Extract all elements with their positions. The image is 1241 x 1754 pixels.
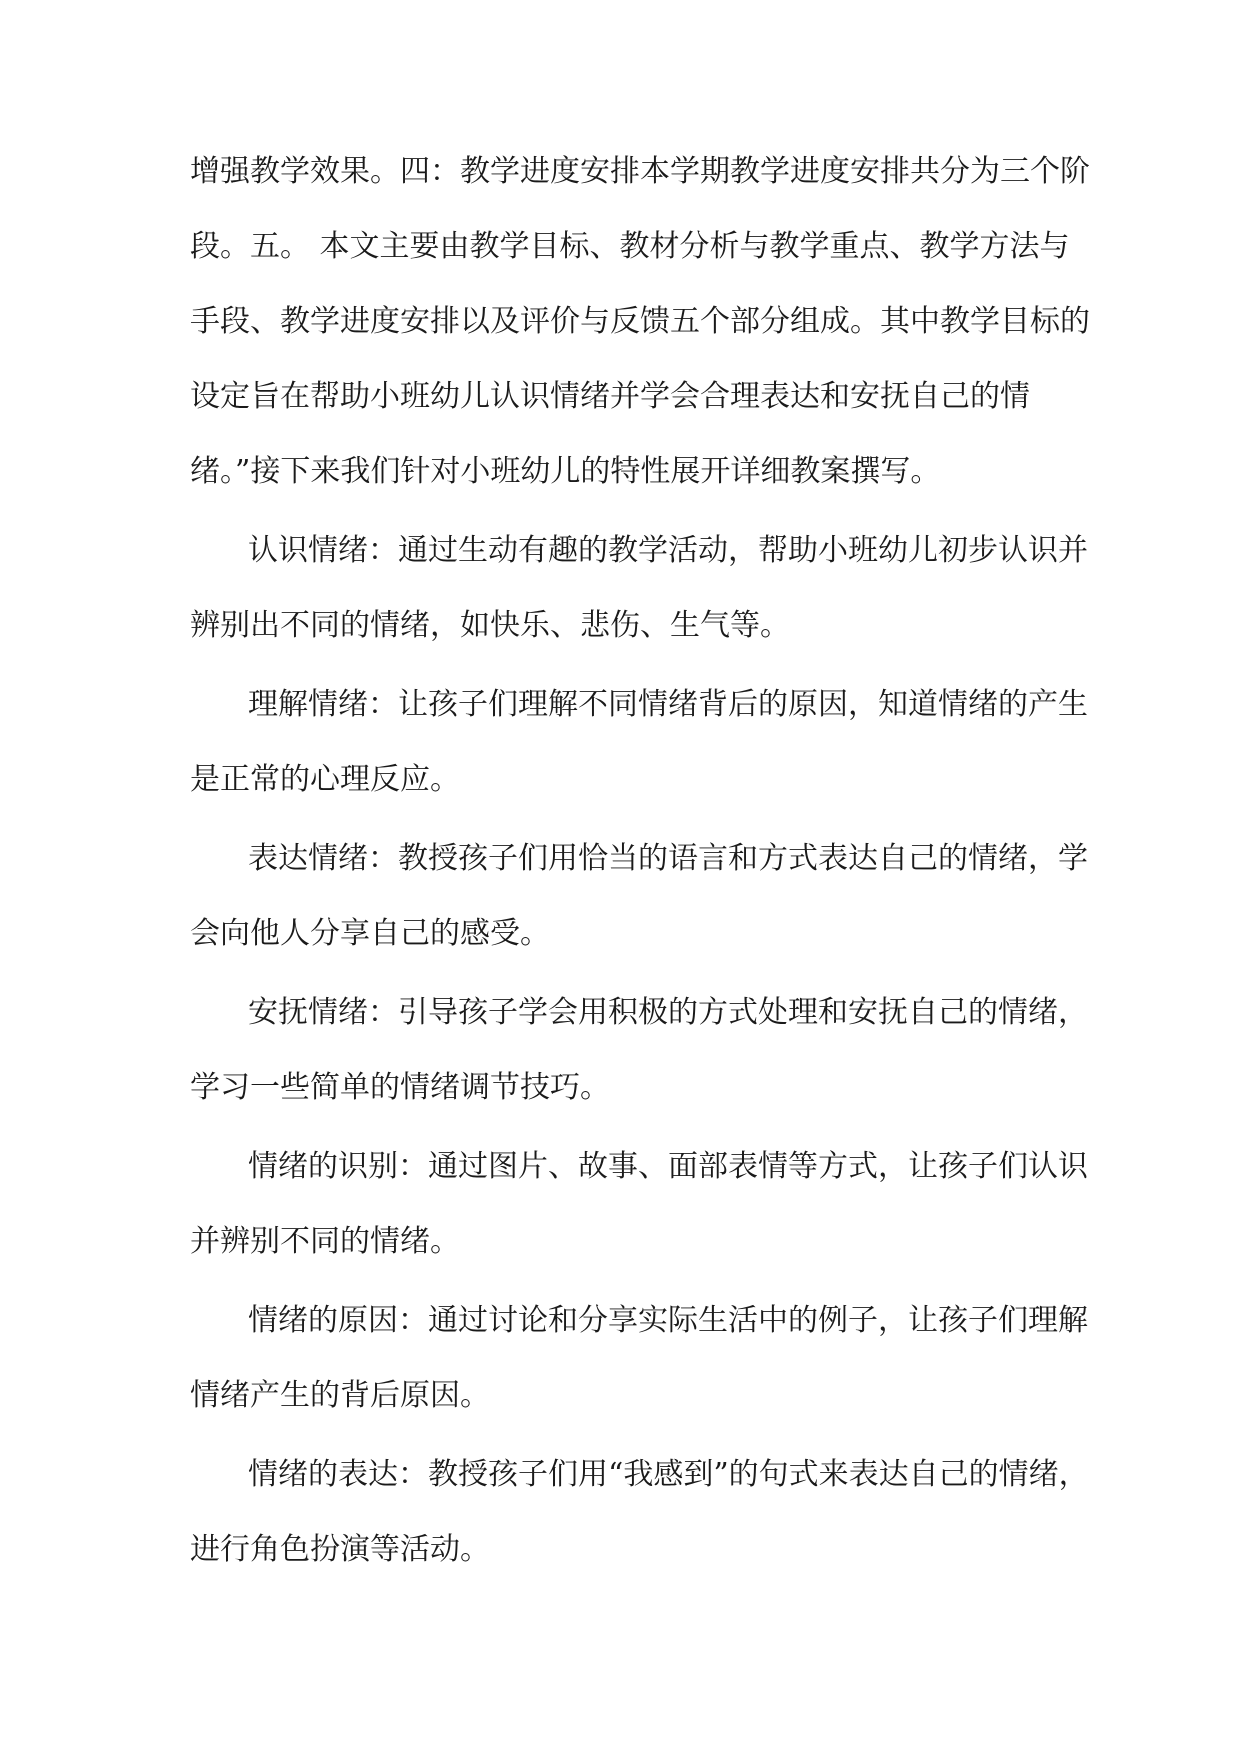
- text-line: 会向他人分享自己的感受。: [190, 916, 550, 951]
- text-line: 并辨别不同的情绪。: [190, 1224, 460, 1259]
- paragraph-start-line: 理解情绪：让孩子们理解不同情绪背后的原因，知道情绪的产生: [248, 687, 1088, 722]
- text-line: 增强教学效果。四：教学进度安排本学期教学进度安排共分为三个阶: [190, 154, 1090, 189]
- text-line: 手段、教学进度安排以及评价与反馈五个部分组成。其中教学目标的: [190, 304, 1090, 339]
- text-line: 绪。”接下来我们针对小班幼儿的特性展开详细教案撰写。: [190, 454, 941, 489]
- text-line: 学习一些简单的情绪调节技巧。: [190, 1070, 610, 1105]
- paragraph-start-line: 情绪的表达：教授孩子们用“我感到”的句式来表达自己的情绪，: [248, 1457, 1089, 1492]
- text-line: 设定旨在帮助小班幼儿认识情绪并学会合理表达和安抚自己的情: [190, 379, 1030, 414]
- text-line: 情绪产生的背后原因。: [190, 1378, 490, 1413]
- text-line: 进行角色扮演等活动。: [190, 1532, 490, 1567]
- paragraph-start-line: 情绪的原因：通过讨论和分享实际生活中的例子，让孩子们理解: [248, 1303, 1088, 1338]
- text-line: 段。五。 本文主要由教学目标、教材分析与教学重点、教学方法与: [190, 229, 1070, 264]
- text-line: 是正常的心理反应。: [190, 762, 460, 797]
- paragraph-start-line: 安抚情绪：引导孩子学会用积极的方式处理和安抚自己的情绪，: [248, 995, 1088, 1030]
- paragraph-start-line: 表达情绪：教授孩子们用恰当的语言和方式表达自己的情绪，学: [248, 841, 1088, 876]
- paragraph-start-line: 认识情绪：通过生动有趣的教学活动，帮助小班幼儿初步认识并: [248, 533, 1088, 568]
- paragraph-start-line: 情绪的识别：通过图片、故事、面部表情等方式，让孩子们认识: [248, 1149, 1088, 1184]
- text-line: 辨别出不同的情绪，如快乐、悲伤、生气等。: [190, 608, 790, 643]
